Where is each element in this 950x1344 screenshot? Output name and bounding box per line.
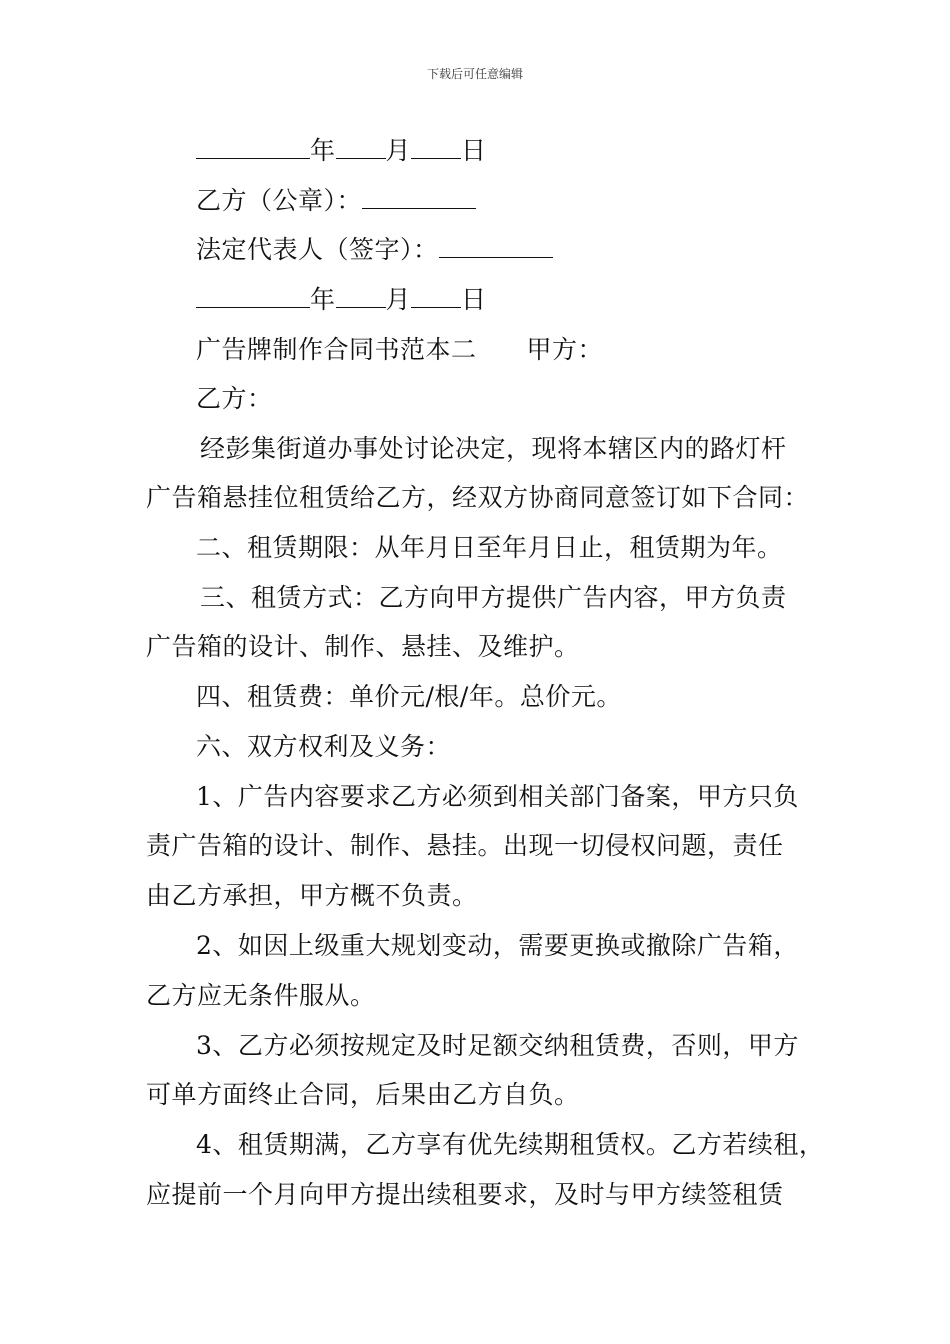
clause-3-line-2: 广告箱的设计、制作、悬挂、及维护。 xyxy=(146,632,580,661)
item-1-line-2: 责广告箱的设计、制作、悬挂。出现一切侵权问题，责任 xyxy=(146,831,784,860)
item-3-line-1: 3、乙方必须按规定及时足额交纳租赁费，否则，甲方 xyxy=(196,1031,799,1060)
item-2-line-2: 乙方应无条件服从。 xyxy=(146,981,376,1010)
year-blank xyxy=(196,136,310,159)
page-header-note: 下载后可任意编辑 xyxy=(426,67,523,81)
party-b-seal-blank xyxy=(362,186,476,209)
legal-rep-blank xyxy=(439,235,553,258)
contract-title-line xyxy=(196,335,603,365)
month-label: 月 xyxy=(385,136,412,165)
year-blank xyxy=(196,285,310,308)
year-label: 年 xyxy=(310,285,336,314)
item-4-line-2: 应提前一个月向甲方提出续租要求，及时与甲方续签租赁 xyxy=(146,1180,784,1209)
item-4-line-1: 4、租赁期满，乙方享有优先续期租赁权。乙方若续租， xyxy=(196,1130,825,1159)
legal-rep-label: 法定代表人（签字）： xyxy=(196,235,439,264)
item-1-line-1: 1、广告内容要求乙方必须到相关部门备案，甲方只负 xyxy=(196,782,799,811)
item-1-line-3: 由乙方承担，甲方概不负责。 xyxy=(146,881,478,910)
day-blank xyxy=(411,285,461,308)
clause-3-line-1: 三、租赁方式：乙方向甲方提供广告内容，甲方负责 xyxy=(200,583,787,612)
party-b-label: 乙方： xyxy=(196,384,273,413)
party-a-label: 甲方： xyxy=(526,335,604,364)
contract-title: 广告牌制作合同书范本二 xyxy=(196,335,477,364)
date-line-party-b xyxy=(196,285,487,315)
day-label: 日 xyxy=(461,136,487,165)
item-2-line-1: 2、如因上级重大规划变动，需要更换或撤除广告箱， xyxy=(196,931,799,960)
item-3-line-2: 可单方面终止合同，后果由乙方自负。 xyxy=(146,1080,580,1109)
party-b-seal-line xyxy=(196,186,476,216)
day-blank xyxy=(411,136,461,159)
month-blank xyxy=(336,285,386,308)
intro-line-2: 广告箱悬挂位租赁给乙方，经双方协商同意签订如下合同： xyxy=(146,483,810,512)
party-b-seal-label: 乙方（公章）： xyxy=(196,186,363,215)
month-label: 月 xyxy=(385,285,412,314)
day-label: 日 xyxy=(461,285,487,314)
year-label: 年 xyxy=(310,136,336,165)
date-line-party-a xyxy=(196,136,487,166)
intro-line-1: 经彭集街道办事处讨论决定，现将本辖区内的路灯杆 xyxy=(200,434,787,463)
legal-rep-line xyxy=(196,235,553,265)
clause-2: 二、租赁期限：从年月日至年月日止，租赁期为年。 xyxy=(196,533,783,562)
clause-4: 四、租赁费：单价元/根/年。总价元。 xyxy=(196,682,622,711)
clause-6: 六、双方权利及义务： xyxy=(196,732,452,761)
month-blank xyxy=(336,136,386,159)
